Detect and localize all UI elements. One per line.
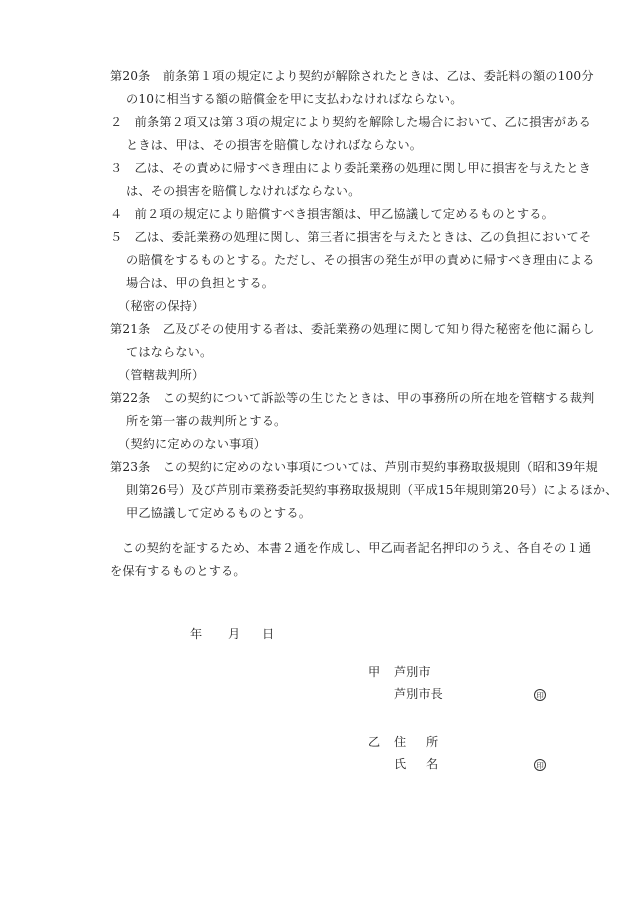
heading-confidentiality: （秘密の保持） [118,299,205,313]
closing-line-1: この契約を証するため、本書２通を作成し、甲乙両者記名押印のうえ、各自その１通 [122,541,592,555]
article-23-line-1: 第23条 この契約に定めのない事項については、芦別市契約事務取扱規則（昭和39年規 [110,460,598,474]
article-20-para-3-line-1: ３ 乙は、その責めに帰すべき理由により委託業務の処理に関し甲に損害を与えたとき [110,161,591,175]
date-month: 月 [228,627,241,641]
article-20-para-5-line-1: ５ 乙は、委託業務の処理に関し、第三者に損害を与えたときは、乙の負担においてそ [110,230,592,244]
date-year: 年 [190,627,203,641]
article-20-para-5-line-2: の賠償をするものとする。ただし、その損害の発生が甲の責めに帰すべき理由による [126,253,595,267]
party-b-address-label-2: 所 [426,735,439,749]
heading-jurisdiction: （管轄裁判所） [118,368,205,382]
article-20-para-2-line-2: ときは、甲は、その損害を賠償しなければならない。 [126,138,423,152]
article-20-para-3-line-2: は、その損害を賠償しなければならない。 [126,184,361,198]
party-b-seal-mark: 印 [534,759,546,771]
article-21-line-2: てはならない。 [126,345,213,359]
article-22-line-1: 第22条 この契約について訴訟等の生じたときは、甲の事務所の所在地を管轄する裁判 [110,391,595,405]
article-20-para-4: ４ 前２項の規定により賠償すべき損害額は、甲乙協議して定めるものとする。 [110,207,554,221]
party-b-address-label-1: 住 [394,735,407,749]
party-a-mark: 甲 [368,665,381,679]
article-20-line-1: 第20条 前条第１項の規定により契約が解除されたときは、乙は、委託料の額の100分 [110,69,594,83]
party-b-name-label-2: 名 [426,757,439,771]
article-20-line-2: の10に相当する額の賠償金を甲に支払わなければならない。 [126,92,463,106]
article-22-line-2: 所を第一審の裁判所とする。 [126,414,287,428]
article-23-line-3: 甲乙協議して定めるものとする。 [126,506,312,520]
article-20-para-2-line-1: ２ 前条第２項又は第３項の規定により契約を解除した場合において、乙に損害がある [110,115,591,129]
party-a-name: 芦別市 [394,665,431,679]
article-23-line-2: 則第26号）及び芦別市業務委託契約事務取扱規則（平成15年規則第20号）によるほか、 [126,483,618,497]
party-b-mark: 乙 [368,735,381,749]
party-a-title: 芦別市長 [394,687,443,701]
date-day: 日 [262,627,275,641]
article-20-para-5-line-3: 場合は、甲の負担とする。 [126,276,275,290]
closing-line-2: を保有するものとする。 [110,564,246,578]
article-21-line-1: 第21条 乙及びその使用する者は、委託業務の処理に関して知り得た秘密を他に漏らし [110,322,595,336]
party-a-seal-mark: 印 [534,689,546,701]
heading-unspecified-matters: （契約に定めのない事項） [118,437,267,451]
party-b-name-label-1: 氏 [394,757,407,771]
